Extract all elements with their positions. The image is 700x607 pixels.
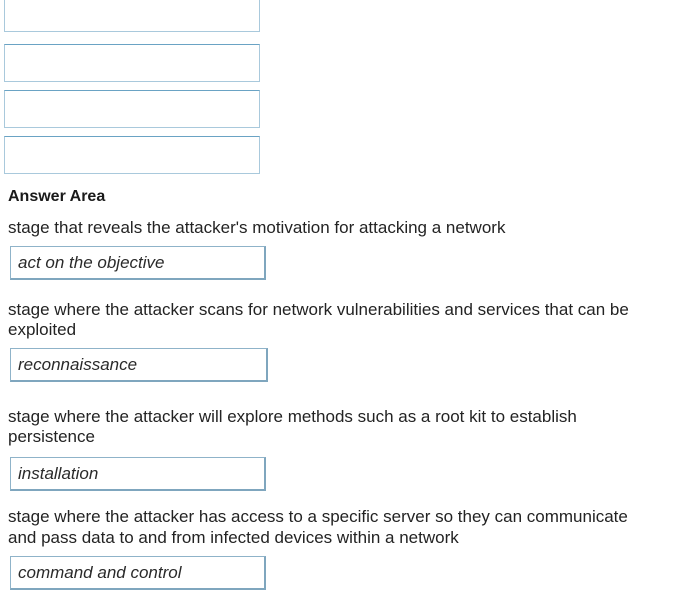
answer-slot-4[interactable] [10, 556, 266, 590]
prompt-3-line-1: stage where the attacker will explore methods such as a root kit to establish [8, 407, 577, 426]
answer-slot-2[interactable] [10, 348, 268, 382]
empty-choice-slot-3[interactable] [4, 90, 260, 128]
answer-slot-1-value: act on the objective [18, 252, 165, 272]
answer-slot-4-value: command and control [18, 562, 182, 582]
answer-slot-3-value: installation [18, 463, 99, 483]
empty-choice-slot-2[interactable] [4, 44, 260, 82]
prompt-4-line-2: and pass data to and from infected devices within a network [8, 528, 459, 547]
answer-slot-2-value: reconnaissance [18, 354, 138, 374]
answer-slot-3[interactable] [10, 457, 266, 491]
prompt-2-line-2: exploited [8, 320, 77, 339]
empty-choice-slot-1[interactable] [4, 0, 260, 32]
answer-slot-1[interactable] [10, 246, 266, 280]
prompt-4-line-1: stage where the attacker has access to a specific server so they can communicate [8, 507, 628, 526]
empty-choice-slot-4[interactable] [4, 136, 260, 174]
answer-area-title: Answer Area [8, 188, 106, 205]
prompt-3-line-2: persistence [8, 427, 95, 446]
prompt-2-line-1: stage where the attacker scans for network vulnerabilities and services that can be [8, 300, 629, 319]
prompt-1: stage that reveals the attacker's motivation for attacking a network [8, 218, 506, 237]
